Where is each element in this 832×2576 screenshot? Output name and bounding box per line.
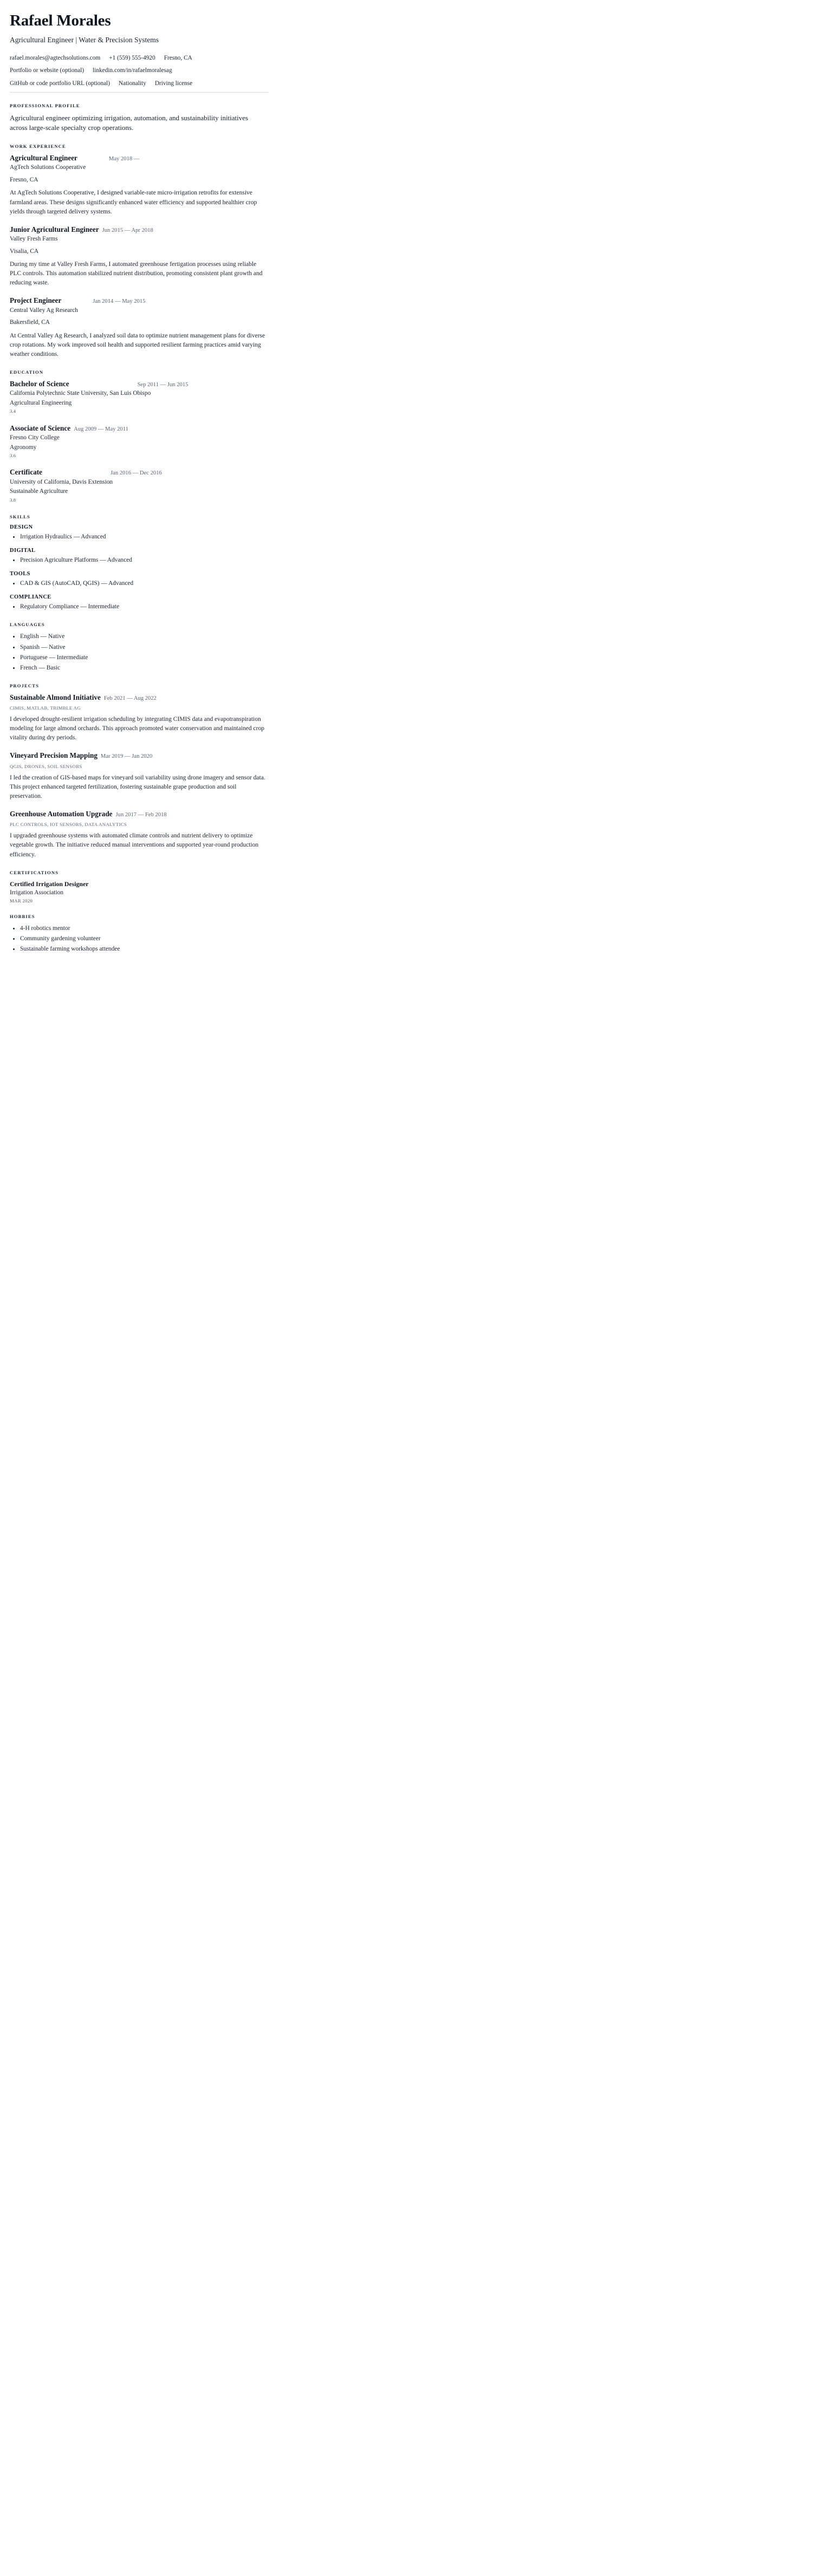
skill-list bbox=[10, 579, 275, 588]
section-projects bbox=[10, 683, 275, 860]
work-job-title: Project Engineer bbox=[10, 296, 62, 305]
language-list bbox=[10, 632, 275, 672]
skill-group-label: DIGITAL bbox=[10, 548, 36, 554]
skill-item: Irrigation Hydraulics — Advanced bbox=[10, 532, 275, 542]
work-entry bbox=[10, 225, 275, 288]
project-entry bbox=[10, 751, 275, 801]
resume-document bbox=[0, 0, 275, 954]
skill-group-tools bbox=[10, 571, 275, 588]
work-description: At Central Valley Ag Research, I analyzed soil data to optimize nutrient management plans for diverse crop rotations. My work improved soil health and supported resilient farming practices amid varying weather conditions. bbox=[10, 332, 265, 357]
project-date-range: Feb 2021 — Aug 2022 bbox=[103, 695, 157, 701]
work-entry bbox=[10, 296, 275, 359]
education-school: Fresno City College bbox=[10, 434, 60, 441]
section-work-experience bbox=[10, 144, 275, 359]
language-item: Spanish — Native bbox=[10, 643, 275, 652]
contact-nationality: Nationality bbox=[119, 80, 146, 87]
skill-group-digital bbox=[10, 548, 275, 565]
skill-list bbox=[10, 532, 275, 542]
education-entry bbox=[10, 380, 275, 415]
work-location: Visalia, CA bbox=[10, 248, 39, 255]
education-school: University of California, Davis Extension bbox=[10, 478, 113, 485]
certification-issuer: Irrigation Association bbox=[10, 889, 64, 896]
contact-row-2 bbox=[10, 66, 275, 75]
project-name: Greenhouse Automation Upgrade bbox=[10, 809, 113, 818]
project-date-range: Mar 2019 — Jan 2020 bbox=[100, 753, 153, 760]
hobby-item: Sustainable farming workshops attendee bbox=[10, 945, 275, 954]
education-entry bbox=[10, 424, 275, 460]
hobby-list bbox=[10, 924, 275, 954]
section-education bbox=[10, 369, 275, 504]
work-date-range: Jun 2015 — Apr 2018 bbox=[102, 227, 153, 233]
project-description: I led the creation of GIS-based maps for vineyard soil variability using drone imagery and sensor data. This project enhanced targeted fertilization, fostering sustainable grape production and soil preservation. bbox=[10, 774, 265, 799]
work-company: Central Valley Ag Research bbox=[10, 307, 78, 314]
section-certifications bbox=[10, 870, 275, 903]
language-item: French — Basic bbox=[10, 663, 275, 673]
education-degree: Certificate bbox=[10, 468, 43, 477]
project-date-range: Jun 2017 — Feb 2018 bbox=[115, 811, 167, 818]
project-entry bbox=[10, 810, 275, 860]
education-field: Sustainable Agriculture bbox=[10, 488, 68, 495]
skill-list bbox=[10, 556, 275, 565]
work-job-title: Junior Agricultural Engineer bbox=[10, 225, 99, 233]
work-description: At AgTech Solutions Cooperative, I designed variable-rate micro-irrigation retrofits for extensive farmland areas. These designs significantly enhanced water efficiency and supported healthier crop yields through targeted delivery systems. bbox=[10, 190, 257, 215]
project-name: Vineyard Precision Mapping bbox=[10, 751, 98, 760]
work-entry bbox=[10, 154, 275, 217]
candidate-name: Rafael Morales bbox=[10, 12, 111, 29]
section-title-languages: LANGUAGES bbox=[10, 622, 45, 628]
contact-linkedin: linkedin.com/in/rafaelmoralesag bbox=[93, 67, 172, 74]
certification-date: MAR 2020 bbox=[10, 897, 33, 903]
project-entry-head bbox=[10, 693, 275, 702]
contact-email: rafael.morales@agtechsolutions.com bbox=[10, 54, 101, 61]
skill-group-label: COMPLIANCE bbox=[10, 594, 51, 601]
skill-group-compliance bbox=[10, 594, 275, 612]
education-entry bbox=[10, 468, 275, 504]
section-title-projects: PROJECTS bbox=[10, 682, 40, 688]
work-job-title: Agricultural Engineer bbox=[10, 153, 77, 162]
education-date-range: Sep 2011 — Jun 2015 bbox=[137, 381, 188, 388]
education-date-range: Jan 2016 — Dec 2016 bbox=[110, 470, 162, 477]
section-title-education: EDUCATION bbox=[10, 369, 44, 375]
skill-group-label: TOOLS bbox=[10, 571, 30, 577]
skill-item: CAD & GIS (AutoCAD, QGIS) — Advanced bbox=[10, 579, 275, 588]
language-item: Portuguese — Intermediate bbox=[10, 653, 275, 662]
language-item: English — Native bbox=[10, 632, 275, 641]
profile-summary: Agricultural engineer optimizing irrigation, automation, and sustainability initiatives across large-scale specialty crop operations. bbox=[10, 114, 249, 132]
education-entry-head bbox=[10, 380, 275, 389]
work-date-range: Jan 2014 — May 2015 bbox=[93, 298, 146, 305]
header-divider bbox=[10, 92, 269, 93]
resume-header bbox=[10, 12, 275, 93]
section-professional-profile bbox=[10, 103, 275, 133]
hobby-item: Community gardening volunteer bbox=[10, 934, 275, 944]
work-entry-head bbox=[10, 154, 275, 163]
section-title-hobbies: HOBBIES bbox=[10, 913, 35, 919]
work-entry-head bbox=[10, 296, 275, 305]
project-tech-tags: PLC CONTROLS, IOT SENSORS, DATA ANALYTICS bbox=[10, 822, 127, 828]
section-title-certifications: CERTIFICATIONS bbox=[10, 869, 59, 875]
contact-block bbox=[10, 54, 275, 88]
education-field: Agricultural Engineering bbox=[10, 399, 72, 406]
section-skills bbox=[10, 514, 275, 612]
contact-phone: +1 (559) 555-4920 bbox=[109, 54, 155, 61]
skill-item: Precision Agriculture Platforms — Advanced bbox=[10, 556, 275, 565]
education-field: Agronomy bbox=[10, 444, 37, 451]
skill-item: Regulatory Compliance — Intermediate bbox=[10, 602, 275, 612]
hobby-item: 4-H robotics mentor bbox=[10, 924, 275, 933]
education-entry-head bbox=[10, 468, 275, 477]
work-location: Bakersfield, CA bbox=[10, 319, 50, 326]
section-title-profile: PROFESSIONAL PROFILE bbox=[10, 103, 80, 109]
education-date-range: Aug 2009 — May 2011 bbox=[74, 426, 128, 432]
education-degree: Associate of Science bbox=[10, 424, 71, 432]
project-entry-head bbox=[10, 810, 275, 819]
contact-location: Fresno, CA bbox=[164, 54, 192, 61]
project-entry bbox=[10, 693, 275, 743]
certification-name: Certified Irrigation Designer bbox=[10, 880, 89, 888]
education-school: California Polytechnic State University, San Luis Obispo bbox=[10, 390, 151, 397]
education-grade: 3.8 bbox=[10, 497, 16, 503]
project-name: Sustainable Almond Initiative bbox=[10, 693, 101, 701]
work-location: Fresno, CA bbox=[10, 176, 38, 183]
contact-driving-license: Driving license bbox=[154, 80, 193, 87]
project-entry-head bbox=[10, 751, 275, 760]
certification-entry bbox=[10, 880, 275, 903]
section-title-work: WORK EXPERIENCE bbox=[10, 143, 66, 149]
project-description: I developed drought-resilient irrigation scheduling by integrating CIMIS data and evapotranspiration modeling for large almond orchards. This approach promoted water conservation and maintained crop vitality during dry periods. bbox=[10, 716, 264, 741]
section-languages bbox=[10, 622, 275, 672]
skill-group-design bbox=[10, 524, 275, 542]
work-company: Valley Fresh Farms bbox=[10, 236, 58, 243]
contact-portfolio: Portfolio or website (optional) bbox=[10, 67, 84, 74]
education-grade: 3.6 bbox=[10, 453, 16, 459]
work-date-range: May 2018 — bbox=[108, 155, 140, 162]
work-description: During my time at Valley Fresh Farms, I automated greenhouse fertigation processes using reliable PLC controls. This automation stabilized nutrient distribution, promoting consistent plant growth and reducing waste. bbox=[10, 261, 263, 287]
section-title-skills: SKILLS bbox=[10, 514, 30, 519]
education-grade: 3.4 bbox=[10, 408, 16, 414]
skill-group-label: DESIGN bbox=[10, 524, 33, 530]
project-tech-tags: CIMIS, MATLAB, TRIMBLE AG bbox=[10, 705, 81, 711]
contact-row-3 bbox=[10, 79, 275, 88]
work-company: AgTech Solutions Cooperative bbox=[10, 164, 86, 171]
project-description: I upgraded greenhouse systems with automated climate controls and nutrient delivery to optimize vegetable growth. The initiative reduced manual interventions and supported year-round production efficiency. bbox=[10, 832, 259, 858]
contact-github: GitHub or code portfolio URL (optional) bbox=[10, 80, 110, 87]
skill-list bbox=[10, 602, 275, 612]
candidate-headline: Agricultural Engineer | Water & Precision Systems bbox=[10, 36, 159, 44]
contact-row-1 bbox=[10, 54, 275, 62]
education-degree: Bachelor of Science bbox=[10, 379, 69, 388]
project-tech-tags: QGIS, DRONES, SOIL SENSORS bbox=[10, 763, 82, 769]
education-entry-head bbox=[10, 424, 275, 433]
work-entry-head bbox=[10, 225, 275, 235]
section-hobbies bbox=[10, 914, 275, 954]
